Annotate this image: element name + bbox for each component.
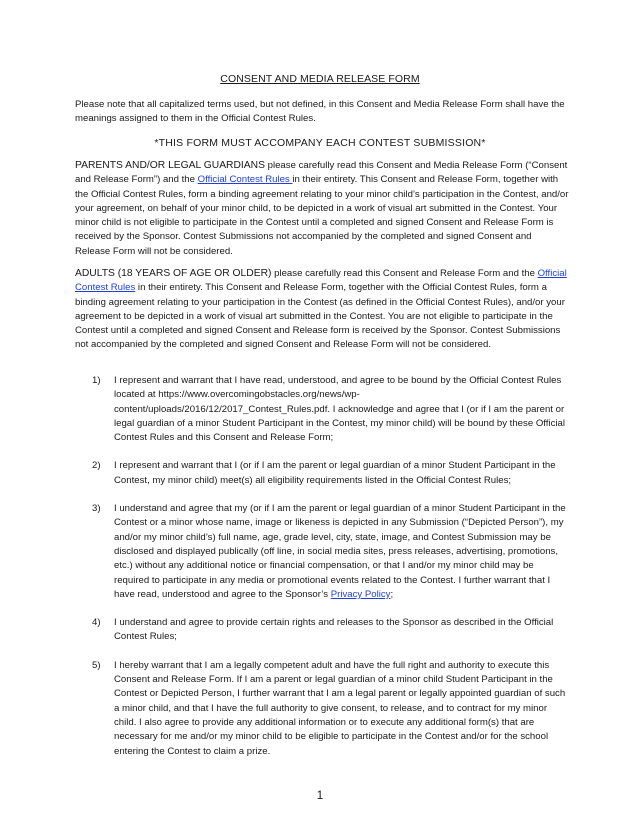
item-text: I understand and agree that my (or if I am the parent or legal guardian of a minor Student Participant in the Contest or a minor whose name, image or likeness is depicted in any Submission (“Depicted Person”), my and/or my minor child’s) full name, age, grade level, city, state, image, and Contest Submission may be disclosed and displayed publically (off line, in social media sites, press releases, advertising, promotions, etc.) without any additional notice or financial compensation, or that I and/or my minor child may be required to participate in any media or promotional events related to the Contest. I further warrant that I have read, understood and agree to the Sponsor’s xyxy=(114,503,566,600)
privacy-policy-link[interactable]: Privacy Policy xyxy=(330,588,391,600)
item-text: I represent and warrant that I have read, understood, and agree to be bound by the Official Contest Rules located at https://www.overcomingobstacles.org/news/wp-content/uploads/2016/12/2017_Contest_Rules.pdf. I acknowledge and agree that I (or if I am the parent or legal guardian of a minor Student Participant in the Contest, my minor child) will be bound by these Official Contest Rules and this Consent and Release Form; xyxy=(114,375,565,444)
item-text: I represent and warrant that I (or if I am the parent or legal guardian of a minor Student Participant in the Contest, my minor child) meet(s) all eligibility requirements listed in the Official Contest Rules; xyxy=(114,460,556,486)
item-text: I hereby warrant that I am a legally competent adult and have the full right and authority to execute this Consent and Release Form. If I am a parent or legal guardian of a minor child Student Participant in the Contest or Depicted Person, I further warrant that I am a legal parent or legally appointed guardian of such a minor child, and that I have the full authority to give consent, to release, and to contract for my minor child. I also agree to provide any additional information or to execute any additional form(s) that are necessary for me and/or my minor child to be eligible to participate in the Contest and/or for the school entering the Contest to claim a prize. xyxy=(114,659,566,757)
page-number: 1 xyxy=(316,790,324,802)
list-item xyxy=(75,616,569,645)
terms-list xyxy=(75,374,569,759)
page-title: CONSENT AND MEDIA RELEASE FORM xyxy=(220,73,420,85)
parents-lead: PARENTS AND/OR LEGAL GUARDIANS xyxy=(75,160,265,171)
item-text: I understand and agree to provide certain rights and releases to the Sponsor as described in the Official Contest Rules; xyxy=(114,617,554,643)
list-item xyxy=(75,659,569,759)
item-number: 5) xyxy=(92,659,101,671)
item-number: 2) xyxy=(92,460,101,472)
submission-banner: *THIS FORM MUST ACCOMPANY EACH CONTEST SUBMISSION* xyxy=(154,137,486,149)
parents-paragraph xyxy=(75,159,569,259)
adults-paragraph xyxy=(75,267,569,353)
item-number: 3) xyxy=(92,503,101,515)
adults-text-after-link: in their entirety. This Consent and Release Form, together with the Official Contest Rules, form a binding agreement relating to your participation in the Contest (as defined in the Official Contest Rules), and/or your agreement to be depicted in a work of visual art submitted in the Contest. You are not eligible to participate in the Contest until a completed and signed Consent and Release form is received by the Sponsor. Contest Submissions not accompanied by the completed and signed Consent and Release Form will not be considered. xyxy=(75,282,565,351)
list-item xyxy=(75,502,569,602)
parents-text-after-link: in their entirety. This Consent and Release Form, together with the Official Contest Rules, form a binding agreement relating to your minor child’s participation in the Contest, and/or your agreement, on behalf of your minor child, to be depicted in a work of visual art submitted in the Contest. Your minor child is not eligible to participate in the Contest until a completed and signed Consent and Release Form is received by the Sponsor. Contest Submissions not accompanied by the completed and signed Consent and Release Form will not be considered. xyxy=(75,174,569,257)
list-item xyxy=(75,374,569,445)
adults-text-before-link: please carefully read this Consent and Release Form and the xyxy=(271,268,538,279)
intro-paragraph: Please note that all capitalized terms used, but not defined, in this Consent and Media Release Form shall have the meanings assigned to them in the Official Contest Rules. xyxy=(75,99,565,125)
adults-lead: ADULTS (18 YEARS OF AGE OR OLDER) xyxy=(75,268,272,279)
item-text-after-link: ; xyxy=(390,588,394,600)
list-item xyxy=(75,459,569,488)
item-number: 4) xyxy=(92,617,101,629)
official-contest-rules-link[interactable]: Official Contest Rules xyxy=(197,174,293,186)
official-contest-rules-link[interactable]: Official Contest Rules xyxy=(75,268,567,294)
item-number: 1) xyxy=(92,375,101,386)
parents-text-before-link: please carefully read this Consent and Media Release Form (“Consent and Release Form”) and the xyxy=(75,160,568,186)
